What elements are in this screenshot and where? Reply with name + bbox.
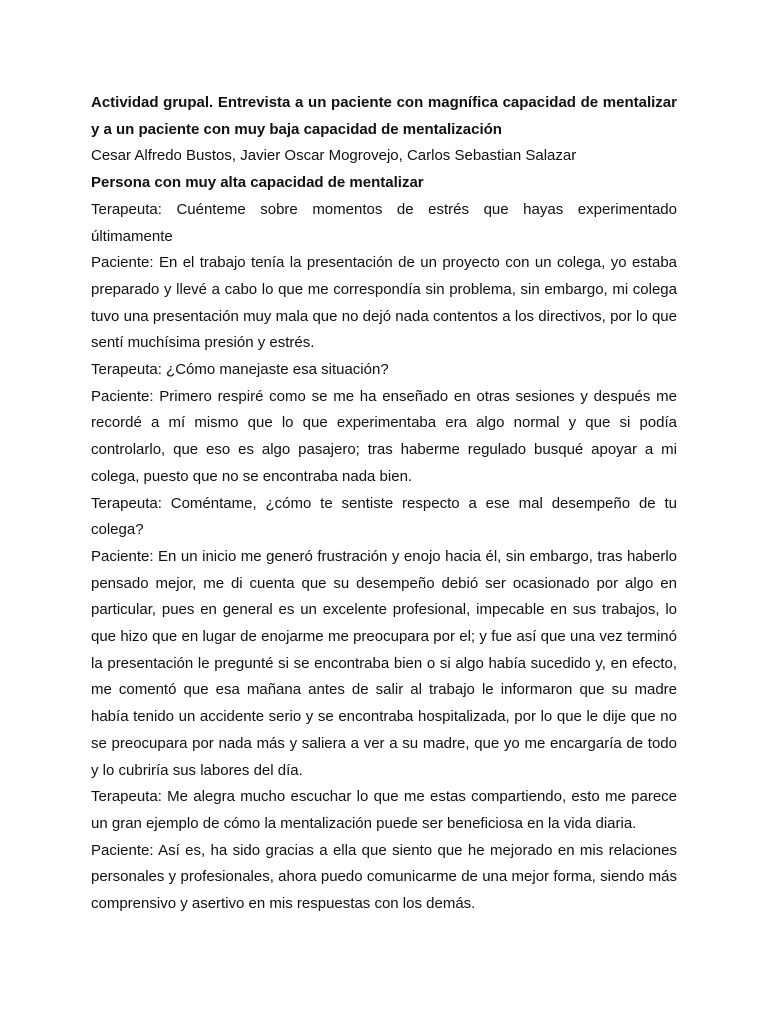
dialogue-paragraph: Paciente: En el trabajo tenía la presentación de un proyecto con un colega, yo estaba preparado y llevé a cabo lo que me correspondía sin problema, sin embargo, mi colega tuvo una presentación muy mala que no dejó nada contentos a los directivos, por lo que sentí muchísima presión y estrés. [91,254,677,352]
document-authors: Cesar Alfredo Bustos, Javier Oscar Mogrovejo, Carlos Sebastian Salazar [91,147,577,165]
dialogue-paragraph: Terapeuta: Me alegra mucho escuchar lo que me estas compartiendo, esto me parece un gran ejemplo de cómo la mentalización puede ser beneficiosa en la vida diaria. [91,788,677,832]
document-page [91,90,677,918]
section-heading: Persona con muy alta capacidad de mentalizar [91,174,424,192]
dialogue-paragraph: Terapeuta: Coméntame, ¿cómo te sentiste respecto a ese mal desempeño de tu colega? [91,494,677,539]
dialogue-paragraph: Paciente: En un inicio me generó frustración y enojo hacia él, sin embargo, tras haberlo pensado mejor, me di cuenta que su desempeño debió ser ocasionado por algo en particular, pues en general es un excelente profesional, impecable en sus trabajos, lo que hizo que en lugar de enojarme me preocupara por el; y fue así que una vez terminó la presentación le pregunté si se encontraba bien o si algo había sucedido y, en efecto, me comentó que esa mañana antes de salir al trabajo le informaron que su madre había tenido un accidente serio y se encontraba hospitalizada, por lo que le dije que no se preocupara por nada más y saliera a ver a su madre, que yo me encargaría de todo y lo cubriría sus labores del día. [91,547,677,779]
dialogue-paragraph: Paciente: Así es, ha sido gracias a ella que siento que he mejorado en mis relaciones personales y profesionales, ahora puedo comunicarme de una mejor forma, siendo más comprensivo y asertivo en mis respuestas con los demás. [91,841,677,913]
dialogue-paragraph: Paciente: Primero respiré como se me ha enseñado en otras sesiones y después me recordé a mí mismo que lo que experimentaba era algo normal y que si podía controlarlo, que eso es algo pasajero; tras haberme regulado busqué apoyar a mi colega, puesto que no se encontraba nada bien. [91,387,677,485]
dialogue-paragraph: Terapeuta: ¿Cómo manejaste esa situación? [91,361,389,379]
dialogue-paragraph: Terapeuta: Cuénteme sobre momentos de estrés que hayas experimentado últimamente [91,200,677,245]
document-title: Actividad grupal. Entrevista a un paciente con magnífica capacidad de mentalizar y a un paciente con muy baja capacidad de mentalización [91,94,677,138]
